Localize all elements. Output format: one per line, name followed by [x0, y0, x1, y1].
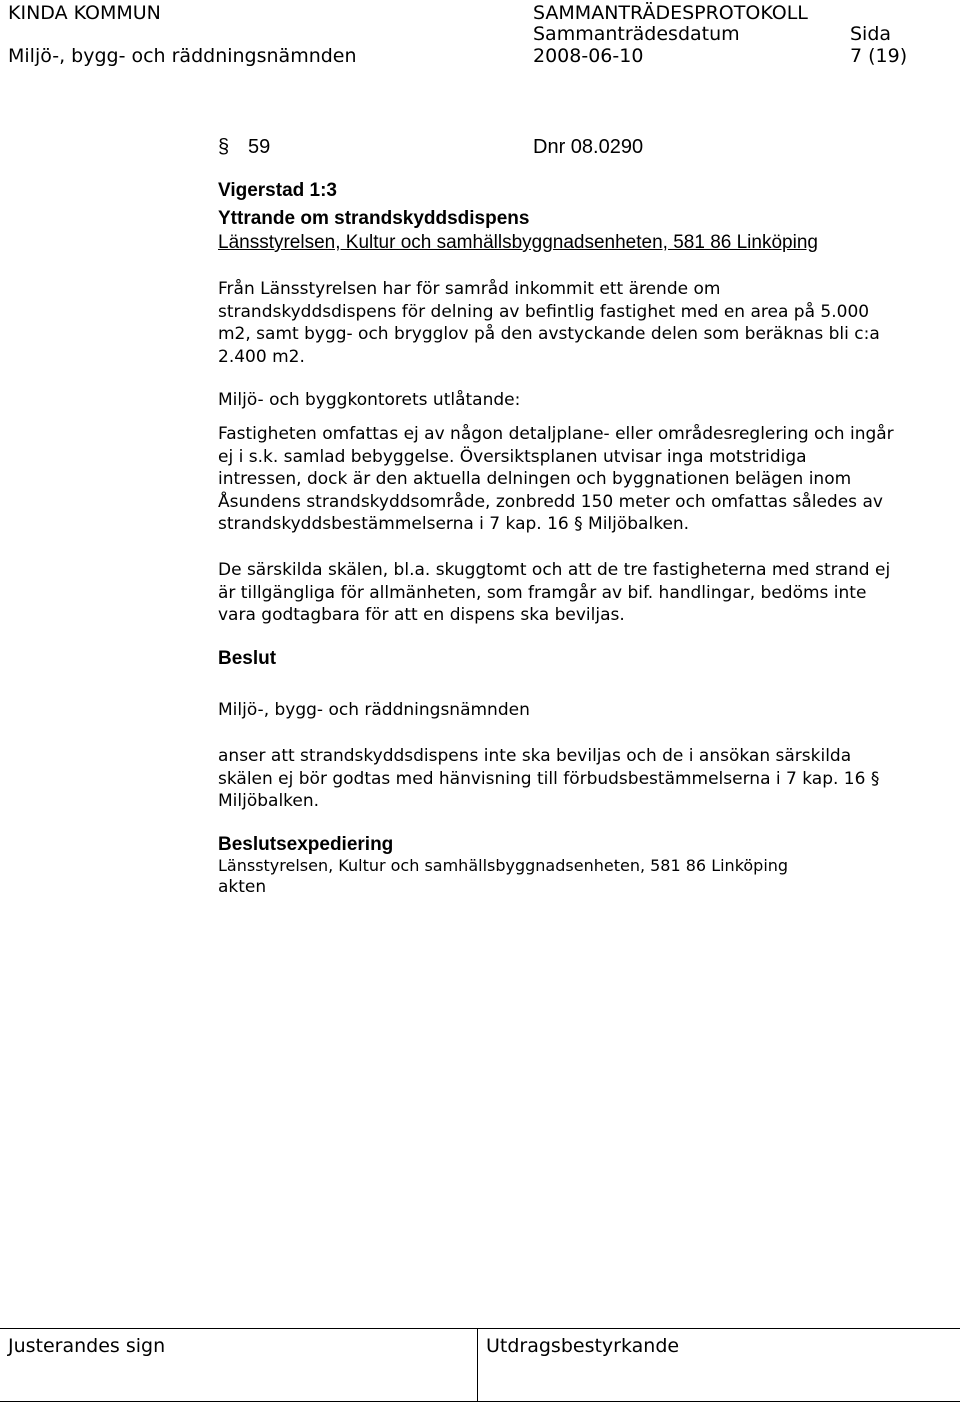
reasons-line: är tillgängliga för allmänheten, som framgår av bif. handlingar, bedöms inte: [218, 582, 867, 603]
intro-line: Från Länsstyrelsen har för samråd inkommit ett ärende om: [218, 279, 721, 299]
reasons-paragraph: [218, 559, 960, 627]
intro-line: 2.400 m2.: [218, 346, 305, 367]
decision-line: skälen ej bör godtas med hänvisning till förbudsbestämmelserna i 7 kap. 16 §: [218, 768, 880, 789]
decision-paragraph: [218, 745, 960, 813]
statement-line: Fastigheten omfattas ej av någon detaljplane- eller områdesreglering och ingår: [218, 424, 894, 444]
intro-line: strandskyddsdispens för delning av befintlig fastighet med en area på 5.000: [218, 301, 870, 322]
decision-heading: Beslut: [218, 648, 277, 669]
sender-line: Länsstyrelsen, Kultur och samhällsbyggnadsenheten, 581 86 Linköping: [218, 232, 818, 253]
meeting-date: 2008-06-10: [533, 45, 644, 67]
excerpt-certification-box: [478, 1328, 960, 1402]
statement-line: strandskyddsbestämmelserna i 7 kap. 16 § Miljöbalken.: [218, 514, 690, 535]
statement-line: intressen, dock är den aktuella delningen och byggnationen belägen inom: [218, 469, 852, 490]
date-label: Sammanträdesdatum: [533, 23, 740, 45]
statement-line: ej i s.k. samlad bebyggelse. Översiktsplanen utvisar inga motstridiga: [218, 446, 807, 467]
page-label: Sida: [850, 23, 892, 45]
item-number: 59: [248, 136, 271, 158]
intro-paragraph: [218, 278, 960, 368]
intro-line: m2, samt bygg- och brygglov på den avstyckande delen som beräknas bli c:a: [218, 324, 880, 345]
property-title: Vigerstad 1:3: [218, 180, 337, 201]
reasons-line: vara godtagbara för att en dispens ska beviljas.: [218, 605, 625, 626]
dispatch-heading: Beslutsexpediering: [218, 834, 394, 855]
excerpt-label: Utdragsbestyrkande: [486, 1335, 680, 1357]
reasons-line: De särskilda skälen, bl.a. skuggtomt och att de tre fastigheterna med strand ej: [218, 560, 891, 580]
section-sign: §: [218, 136, 230, 158]
committee-name: Miljö-, bygg- och räddningsnämnden: [8, 45, 357, 67]
doc-type: SAMMANTRÄDESPROTOKOLL: [533, 2, 808, 24]
statement-line: Åsundens strandskyddsområde, zonbredd 150 meter och omfattas således av: [218, 491, 883, 512]
decision-line: anser att strandskyddsdispens inte ska beviljas och de i ansökan särskilda: [218, 746, 852, 766]
adjuster-signature-box: [0, 1328, 478, 1402]
decision-line: Miljöbalken.: [218, 791, 320, 812]
statement-heading: Miljö- och byggkontorets utlåtande:: [218, 390, 521, 410]
dispatch-recipient: akten: [218, 877, 267, 897]
page-number: 7 (19): [850, 45, 908, 67]
decision-body: Miljö-, bygg- och räddningsnämnden: [218, 700, 530, 720]
dispatch-recipient: Länsstyrelsen, Kultur och samhällsbyggnadsenheten, 581 86 Linköping: [218, 856, 789, 875]
adjuster-label: Justerandes sign: [8, 1335, 166, 1357]
subject-title: Yttrande om strandskyddsdispens: [218, 208, 530, 229]
dnr: Dnr 08.0290: [533, 136, 644, 158]
org-name: KINDA KOMMUN: [8, 2, 161, 24]
statement-paragraph: [218, 423, 960, 536]
